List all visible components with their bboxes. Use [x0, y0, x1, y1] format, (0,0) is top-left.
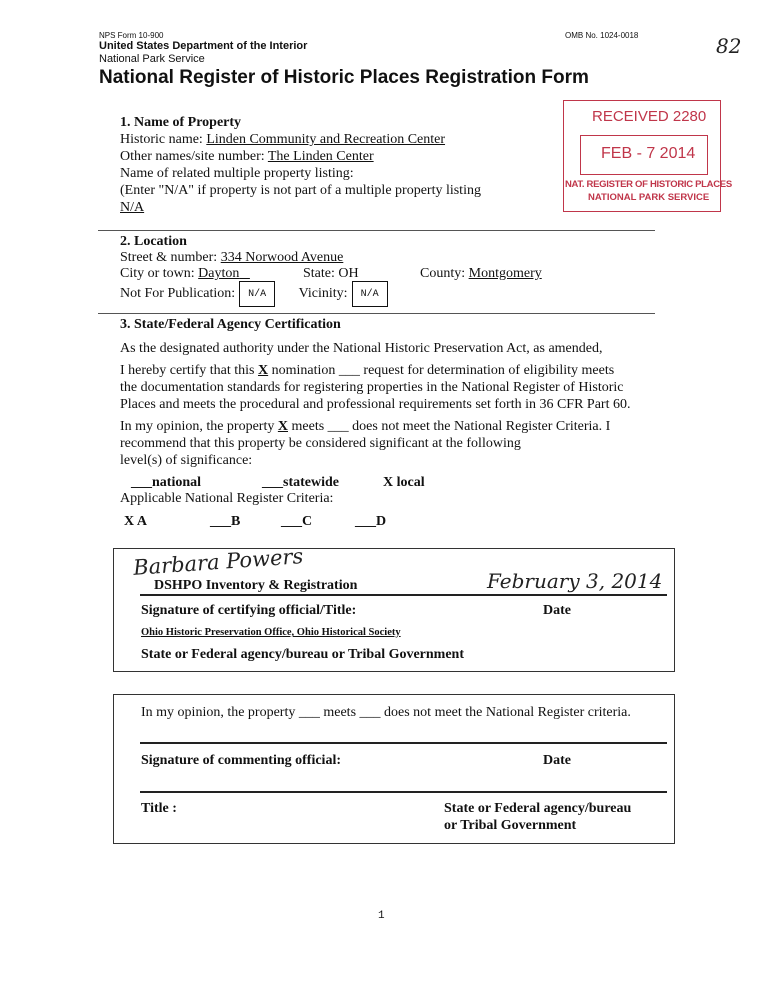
other-names-value: The Linden Center — [267, 149, 374, 164]
signature-line — [140, 594, 667, 596]
comment-signature-line — [140, 742, 667, 744]
certify-line-2: the documentation standards for registering properties in the National Register of Historic — [120, 380, 624, 395]
comment-title-line — [140, 791, 667, 793]
city-value: Dayton — [198, 266, 240, 281]
commenting-signature-label: Signature of commenting official: — [141, 753, 341, 768]
certifying-office: Ohio Historic Preservation Office, Ohio Historical Society — [141, 627, 401, 638]
form-title: National Register of Historic Places Registration Form — [99, 67, 589, 88]
certify-text-a: I hereby certify that this — [120, 363, 259, 378]
criterion-b: ___B — [210, 514, 241, 529]
city-label: City or town: — [120, 266, 199, 281]
related-listing-label: Name of related multiple property listing: — [120, 166, 354, 181]
page-number: 1 — [378, 910, 385, 922]
county-row — [420, 265, 542, 282]
stamp-date: FEB - 7 2014 — [601, 145, 696, 162]
street-value: 334 Norwood Avenue — [220, 250, 344, 265]
certification-date: February 3, 2014 — [487, 569, 663, 593]
criterion-c: ___C — [281, 514, 313, 529]
city-row — [120, 265, 250, 282]
county-label: County: — [420, 266, 469, 281]
service-name: National Park Service — [99, 53, 205, 65]
section-3-heading: 3. State/Federal Agency Certification — [120, 317, 341, 332]
signer-title: DSHPO Inventory & Registration — [154, 578, 358, 593]
street-label: Street & number: — [120, 250, 221, 265]
commenting-title-label: Title : — [141, 801, 177, 816]
opinion-text-a: In my opinion, the property — [120, 419, 278, 434]
certifying-agency-label: State or Federal agency/bureau or Tribal Government — [141, 647, 465, 662]
opinion-text-b: meets ___ does not meet the National Register Criteria. I — [288, 419, 611, 434]
corner-handwritten-mark: 82 — [716, 34, 742, 58]
state-label: State: OH — [303, 266, 359, 281]
nomination-check: X — [258, 363, 269, 378]
vicinity-label: Vicinity: — [298, 286, 348, 302]
criterion-d: ___D — [355, 514, 387, 529]
received-stamp — [563, 100, 732, 212]
historic-name-value: Linden Community and Recreation Center — [206, 132, 446, 147]
criteria-label: Applicable National Register Criteria: — [120, 491, 334, 506]
historic-name-label: Historic name: — [120, 132, 207, 147]
commenting-agency-line-1: State or Federal agency/bureau — [444, 801, 632, 816]
meets-check: X — [277, 419, 288, 434]
stamp-date-box — [580, 135, 708, 175]
authority-statement: As the designated authority under the National Historic Preservation Act, as amended, — [120, 341, 603, 356]
section-divider — [98, 230, 655, 231]
level-national: ___national — [131, 475, 202, 490]
commenting-date-label: Date — [543, 753, 571, 768]
other-names-label: Other names/site number: — [120, 149, 268, 164]
enter-na-note: (Enter "N/A" if property is not part of a multiple property listing — [120, 183, 481, 198]
historic-name-row — [120, 131, 445, 148]
department-name: United States Department of the Interior — [99, 40, 308, 52]
not-for-publication-label: Not For Publication: — [120, 286, 236, 302]
stamp-received: RECEIVED 2280 — [592, 108, 707, 125]
comment-opinion: In my opinion, the property ___ meets ___ does not meet the National Register criteria. — [141, 705, 631, 720]
certify-text-b: nomination ___ request for determination of eligibility meets — [268, 363, 615, 378]
opinion-line-3: level(s) of significance: — [120, 453, 253, 468]
vicinity-field[interactable]: N/A — [352, 281, 388, 307]
opinion-line-2: recommend that this property be considered significant at the following — [120, 436, 521, 451]
level-local: X local — [383, 475, 425, 490]
omb-number: OMB No. 1024-0018 — [565, 31, 639, 40]
certifier-signature: Barbara Powers — [132, 544, 304, 580]
stamp-line-1: NAT. REGISTER OF HISTORIC PLACES — [565, 179, 732, 190]
form-number: NPS Form 10-900 — [99, 31, 164, 40]
related-listing-value: N/A — [120, 200, 145, 215]
certify-line — [120, 362, 614, 379]
not-for-publication-field[interactable]: N/A — [239, 281, 275, 307]
criterion-a: X A — [124, 514, 147, 529]
opinion-line — [120, 418, 610, 435]
level-statewide: ___statewide — [262, 475, 339, 490]
stamp-line-2: NATIONAL PARK SERVICE — [588, 192, 710, 203]
section-2-heading: 2. Location — [120, 234, 187, 249]
street-row — [120, 249, 343, 266]
publication-row — [120, 281, 388, 307]
certify-line-3: Places and meets the procedural and professional requirements set forth in 36 CFR Part 60. — [120, 397, 631, 412]
section-1-heading: 1. Name of Property — [120, 115, 242, 130]
commenting-agency-line-2: or Tribal Government — [444, 818, 577, 833]
other-names-row — [120, 148, 374, 165]
certifying-signature-label: Signature of certifying official/Title: — [141, 603, 357, 618]
county-value: Montgomery — [468, 266, 542, 281]
section-divider — [98, 313, 655, 314]
certifying-date-label: Date — [543, 603, 571, 618]
